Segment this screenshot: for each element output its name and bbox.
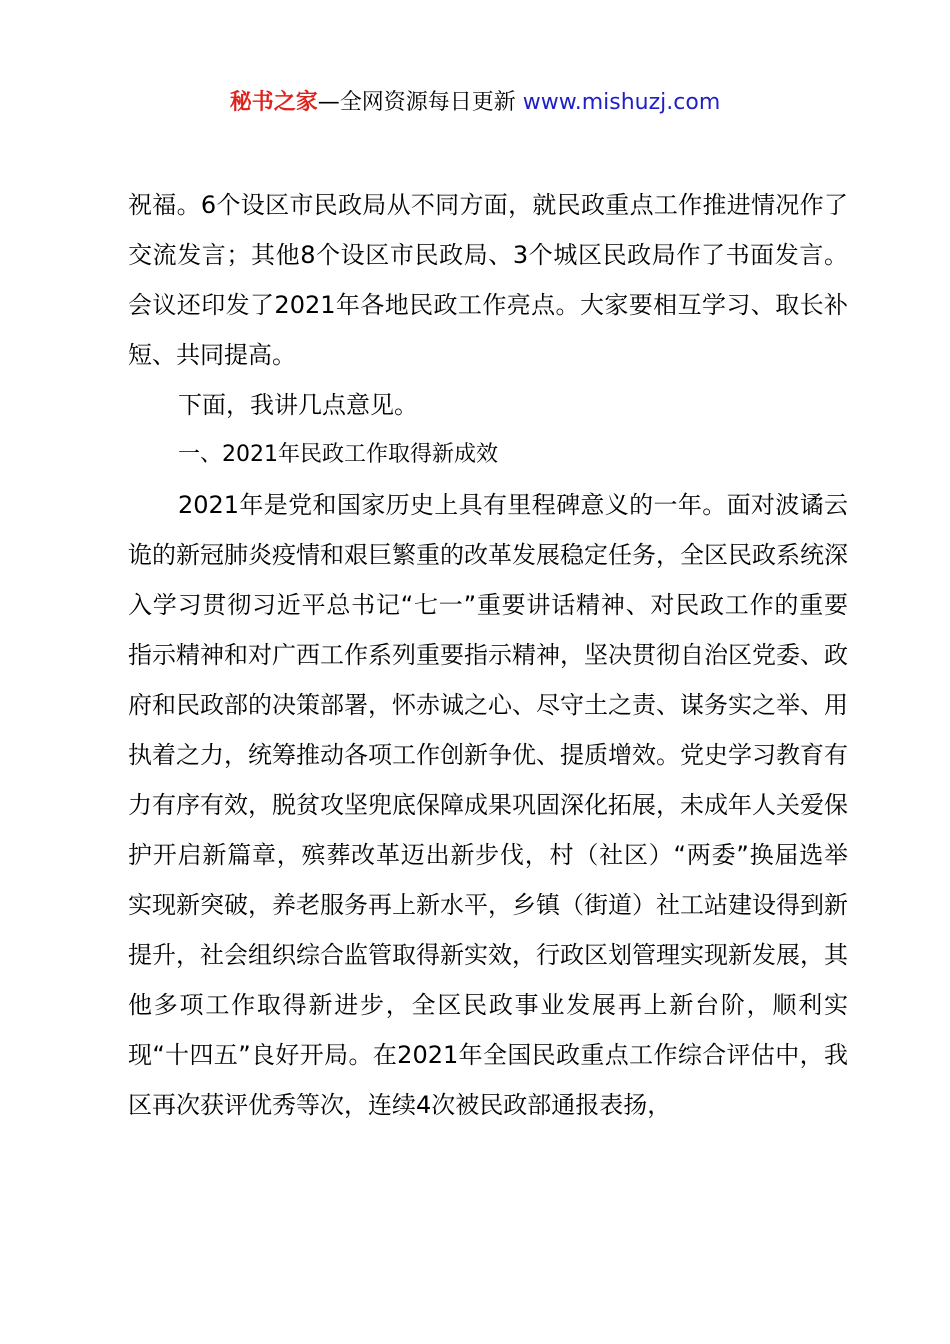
site-url-link[interactable]: www.mishuzj.com	[522, 90, 721, 115]
header-tagline: —全网资源每日更新	[317, 90, 516, 115]
section-heading: 一、2021年民政工作取得新成效	[178, 442, 498, 467]
document-body	[128, 180, 848, 1130]
paragraph-transition: 下面，我讲几点意见。	[178, 391, 418, 419]
paragraph-achievements: 2021年是党和国家历史上具有里程碑意义的一年。面对波谲云诡的新冠肺炎疫情和艰巨繁重的改革发展稳定任务，全区民政系统深入学习贯彻习近平总书记“七一”重要讲话精神、对民政工作的重要指示精神和对广西工作系列重要指示精神，坚决贯彻自治区党委、政府和民政部的决策部署，怀赤诚之心、尽守土之责、谋务实之举、用执着之力，统筹推动各项工作创新争优、提质增效。党史学习教育有力有序有效，脱贫攻坚兜底保障成果巩固深化拓展，未成年人关爱保护开启新篇章，殡葬改革迈出新步伐，村（社区）“两委”换届选举实现新突破，养老服务再上新水平，乡镇（街道）社工站建设得到新提升，社会组织综合监管取得新实效，行政区划管理实现新发展，其他多项工作取得新进步，全区民政事业发展再上新台阶，顺利实现“十四五”良好开局。在2021年全国民政重点工作综合评估中，我区再次获评优秀等次，连续4次被民政部通报表扬，	[128, 491, 848, 1119]
page-header	[0, 86, 950, 120]
paragraph-intro: 祝福。6个设区市民政局从不同方面，就民政重点工作推进情况作了交流发言；其他8个设区市民政局、3个城区民政局作了书面发言。会议还印发了2021年各地民政工作亮点。大家要相互学习、取长补短、共同提高。	[128, 191, 848, 369]
brand-name: 秘书之家	[229, 90, 318, 115]
